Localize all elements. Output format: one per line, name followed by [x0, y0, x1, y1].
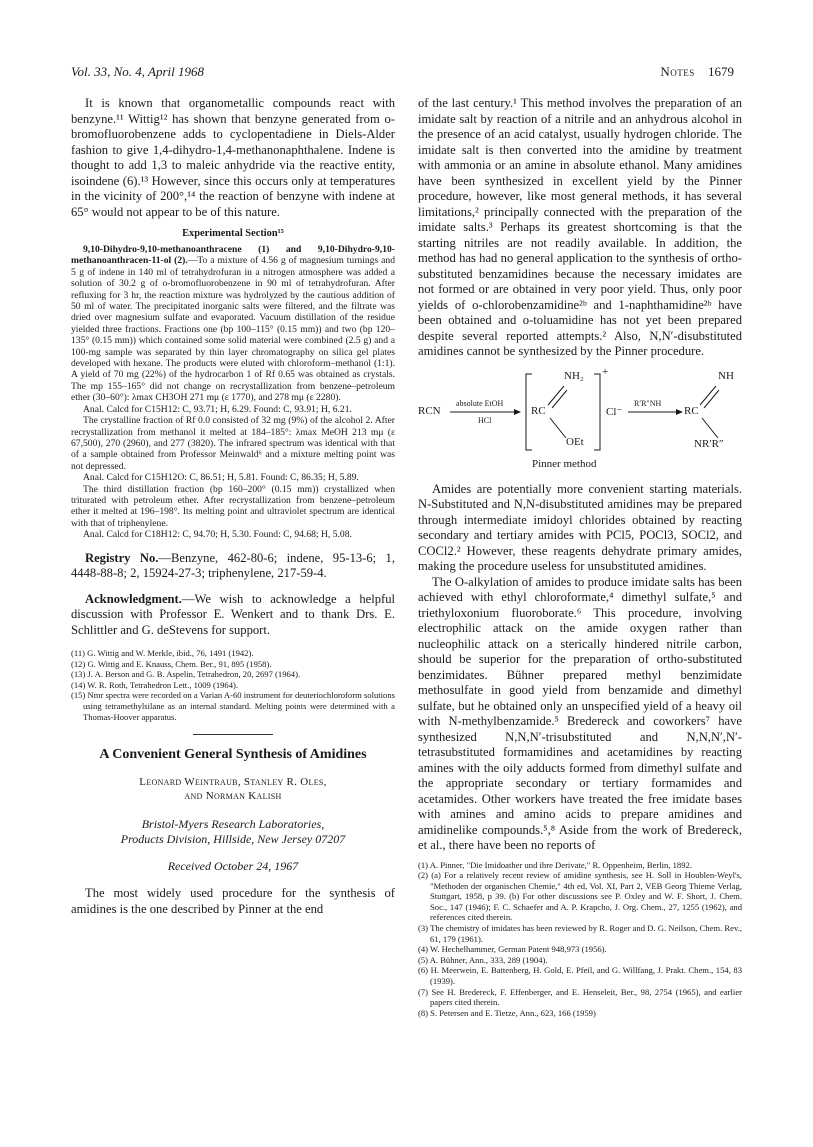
charge-plus-label: +: [602, 365, 609, 378]
experimental-heading: Experimental Section¹⁵: [182, 228, 284, 239]
acknowledgment: [71, 592, 395, 639]
footnotes-left: [71, 648, 395, 722]
registry-numbers: [71, 551, 395, 582]
affiliation-line-1: Bristol-Myers Research Laboratories,: [141, 817, 325, 832]
running-header-right: [660, 64, 734, 80]
experimental-paragraph-3: The third distillation fraction (bp 160–200° (0.15 mm)) crystallized when triturated with petroleum ether. After recrystallization from benzene–petroleum ether it melted at 196–198°. Its melting point and ultraviolet spectrum are identical with that of triphenylene.: [71, 483, 395, 529]
intro-paragraph: It is known that organometallic compounds react with benzyne.¹¹ Wittig¹² has shown that benzyne generated from o-bromofluorobenzene adds to cyclopentadiene in Diels-Alder fashion to give 1,4-dihydro-1,4-methanonaphthalene. Indene is thought to add 1,3 to maleic anhydride via the reactive entity, isoindene (6).¹³ However, since this occurs only at temperatures in the vicinity of 200°,¹⁴ the reaction of benzyne with indene at 65° would not appear to be of this nature.: [71, 96, 395, 219]
received-date: Received October 24, 1967: [167, 859, 299, 874]
pinner-scheme: [418, 365, 742, 478]
footnote: (6) H. Meerwein, E. Battenberg, H. Gold, E. Pfeil, and G. Willfang, J. Prakt. Chem., 154, 83 (1939).: [418, 965, 742, 987]
acknowledgment-text: —We wish to acknowledge a helpful discussion with Professor E. Wenkert and to thank Drs. E. Schlittler and G. deStevens for support.: [71, 591, 395, 637]
section-label: Notes: [660, 64, 695, 79]
amides-paragraph: Amides are potentially more convenient starting materials. N-Substituted and N,N-disubstituted amidines may be prepared through intermediate imidoyl chlorides obtained by reacting secondary and tertiary amides with PCl5, POCl3, SOCl2, and COCl2.² However, these reagents dehydrate primary amides, making the procedure useless for unsubstituted amidines.: [418, 481, 742, 573]
affiliation-line-2: Products Division, Hillside, New Jersey 07207: [120, 832, 346, 847]
footnote: (2) (a) For a relatively recent review of amidine synthesis, see H. Soll in Houblen-Weyl's, "Methoden der organischen Chemie," 4th ed, Vol. XI, Part 2, VEB Georg Thieme Verlag, Stuttgart, 1958, p 39. (b) For other discussions see P. Oxley and W. F. Short, J. Chem. Soc., 147 (1946); F. C. Schaefer and A. P. Krapcho, J. Org. Chem., 27, 1255 (1962), and references cited therein.: [418, 870, 742, 923]
authors: [71, 775, 395, 803]
nrr-label: NR′R″: [694, 437, 724, 450]
amidine-rc-label: RC: [684, 404, 699, 417]
footnote: (14) W. R. Roth, Tetrahedron Lett., 1009 (1964).: [71, 679, 239, 690]
footnote: (3) The chemistry of imidates has been reviewed by R. Roger and D. G. Neilson, Chem. Rev., 61, 179 (1961).: [418, 923, 742, 944]
reagent-top-label: absolute EtOH: [456, 398, 504, 408]
footnote: (7) See H. Bredereck, F. Effenberger, and E. Henseleit, Ber., 98, 2754 (1965), and earlier papers cited therein.: [418, 986, 742, 1008]
acknowledgment-label: Acknowledgment.: [85, 591, 182, 606]
scheme-caption: Pinner method: [532, 457, 597, 470]
authors-line-1: Leonard Weintraub, Stanley R. Oles,: [139, 776, 327, 789]
authors-line-2: and Norman Kalish: [184, 790, 282, 803]
footnote: (15) Nmr spectra were recorded on a Varian A-60 instrument for deuteriochloroform solutions using tetramethylsilane as an internal standard. Melting points were determined with a Thomas-Hoover apparatus.: [71, 690, 395, 722]
right-column: [418, 96, 742, 1018]
nh-label: NH: [718, 369, 734, 382]
article-title: A Convenient General Synthesis of Amidines: [99, 747, 367, 763]
footnote: (1) A. Pinner, "Die Imidoather und ihre Derivate," R. Oppenheim, Berlin, 1892.: [418, 859, 692, 870]
pinner-paragraph: of the last century.¹ This method involves the preparation of an imidate salt by reaction of a nitrile and an anhydrous alcohol in the presence of an acid catalyst, usually hydrogen chloride. The imidate salt is then converted into the amidine by treatment with ammonia or an amine in absolute ethanol. Many amidines have been synthesized in excellent yield by the Pinner procedure, however, like most general methods, it has several limitations,² principally connected with the preparation of the imidate salts.³ Perhaps its greatest shortcoming is that the starting nitriles are not readily available. In addition, the method has had no general application to the synthesis of ortho-substituted benzamidines because the necessary imidates are not formed or are obtained in very poor yield. Thus, only poor yields of o-chlorobenzamidine²ᵇ and 1-naphthamidine²ᵇ have been obtained and o-toluamidine has not yet been prepared despite several reported attempts.² Also, N,N′-disubstituted amidines cannot be synthesized by the Pinner procedure.: [418, 96, 742, 358]
amine-reagent-label: R′R″NH: [634, 398, 662, 408]
footnote: (5) A. Bühner, Ann., 333, 289 (1904).: [418, 954, 548, 965]
article-divider: [193, 734, 273, 735]
experimental-paragraph-2: The crystalline fraction of Rf 0.0 consisted of 32 mg (9%) of the alcohol 2. After recrystallization from methanol it melted at 184–185°: λmax MeOH 213 mμ (ε 67,500), 270 (2960), and 277 (3820). The infrared spectrum was identical with that of a sample obtained from Professor Meinwald⁶ and a mixture melting point was not depressed.: [71, 415, 395, 472]
nh2-label: NH₂: [564, 369, 584, 382]
footnote: (4) W. Hechelhammer, German Patent 948,973 (1956).: [418, 944, 607, 955]
amidine-intro-paragraph: The most widely used procedure for the synthesis of amidines is the one described by Pinner at the end: [71, 886, 395, 916]
page-number: 1679: [708, 64, 734, 79]
footnote: (11) G. Wittig and W. Merkle, ibid., 76, 1491 (1942).: [71, 648, 254, 659]
imidate-rc-label: RC: [531, 404, 546, 417]
registry-text: —Benzyne, 462-80-6; indene, 95-13-6; 1, 4448-88-8; 2, 15924-27-3; triphenylene, 217-59-4.: [71, 550, 395, 581]
analysis-3: Anal. Calcd for C18H12: C, 94.70; H, 5.30. Found: C, 94.68; H, 5.08.: [83, 529, 352, 541]
footnote: (13) J. A. Berson and G. B. Aspelin, Tetrahedron, 20, 2697 (1964).: [71, 669, 301, 680]
footnote: (12) G. Wittig and E. Knauss, Chem. Ber., 91, 895 (1958).: [71, 658, 272, 669]
analysis-1: Anal. Calcd for C15H12: C, 93.71; H, 6.29. Found: C, 93.91; H, 6.21.: [83, 403, 352, 415]
oet-label: OEt: [566, 435, 584, 448]
experimental-paragraph-1: [71, 244, 395, 404]
reagent-bottom-label: HCl: [478, 415, 492, 425]
running-header-volume: Vol. 33, No. 4, April 1968: [71, 64, 205, 79]
alkylation-paragraph: The O-alkylation of amides to produce imidate salts has been achieved with ethyl chloroformate,⁴ dimethyl sulfate,⁵ and triethyloxonium fluoroborate.⁶ This procedure, involving electrophilic attack on the amide oxygen rather than nucleophilic attack on a sterically hindered nitrile carbon, should be superior for the preparation of ortho-substituted benzimidates. Bühner prepared methyl benzimidate methosulfate in good yield from benzamide and dimethyl sulfate, but he obtained only an unspecified yield of a heavy oil with N-methylbenzamide.⁵ Bredereck and coworkers⁷ have synthesized N,N,N′-trisubstituted and N,N,N′,N′-tetrasubstituted formamidines and acetamidines by reacting amines with the oily adducts formed from dimethyl sulfate and the appropriate secondary or tertiary formamides and acetamides. Other workers have treated the free imidate bases with amines and amino acids to prepare amidines and amidinelike compounds.⁵,⁸ Aside from the work of Bredereck, et al., there have been no reports of: [418, 574, 742, 852]
footnote: (8) S. Petersen and E. Tietze, Ann., 623, 166 (1959): [418, 1007, 596, 1018]
reactant-label: RCN: [418, 404, 441, 417]
left-column: [71, 96, 395, 917]
footnotes-right: [418, 860, 742, 1019]
compound-title: 9,10-Dihydro-9,10-methanoanthracene (1) and 9,10-Dihydro-9,10-methanoanthracen-11-ol (2).: [71, 244, 395, 267]
registry-label: Registry No.: [85, 550, 159, 565]
chloride-label: Cl⁻: [606, 405, 623, 418]
analysis-2: Anal. Calcd for C15H12O: C, 86.51; H, 5.81. Found: C, 86.35; H, 5.89.: [83, 472, 359, 484]
affiliation: [71, 817, 395, 847]
experimental-text-1: —To a mixture of 4.56 g of magnesium turnings and 5 g of indene in 140 ml of tetrahydrofuran in a nitrogen atmosphere was added a solution of 30.2 g of o-bromofluorobenzene in 90 ml of tetrahydrofuran. After refluxing for 3 hr, the reaction mixture was hydrolyzed by the cautious addition of 50 ml of water. The precipitated inorganic salts were filtered, and the filtrate was dried over magnesium sulfate and evaporated. Vacuum distillation of the residue yielded three fractions. Fractions one (bp 100–115° (0.15 mm)) and two (bp 120–135° (0.15 mm)) which contained some solid material were combined (2.5 g) and a 100-mg sample was separated by thin layer chromatography on silica gel plates developed with hexane. The products were eluted with chloroform–methanol (1:1). A yield of 70 mg (22%) of the hydrocarbon 1 of Rf 0.65 was obtained as crystals. The mp 155–165° did not change on recrystallization from benzene–petroleum ether (30–60°): λmax CH3OH 271 mμ (ε 1770), and 278 mμ (ε 2280).: [71, 255, 395, 404]
